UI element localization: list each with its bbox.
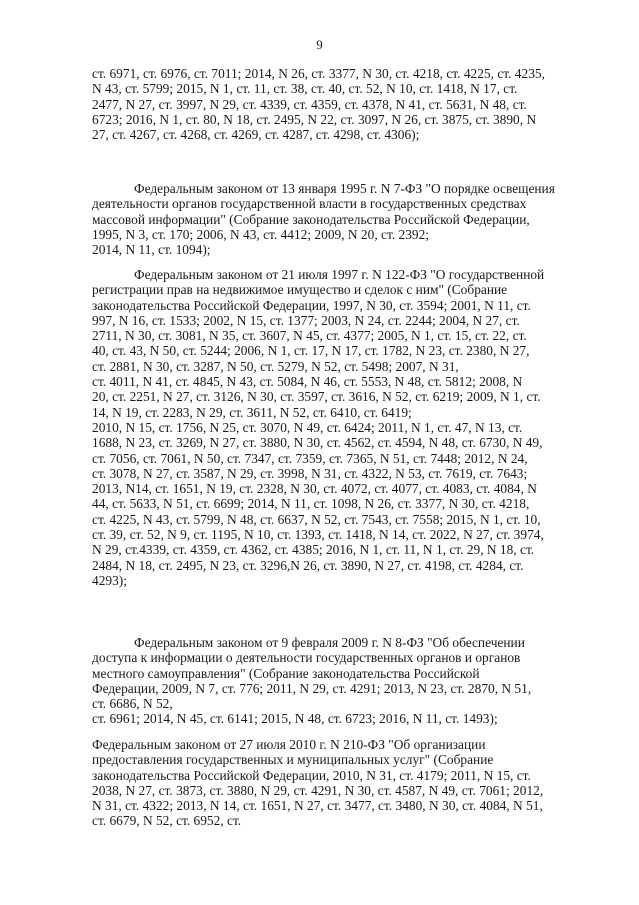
text-line: 2010, N 15, ст. 1756, N 25, ст. 3070, N 49, ст. 6424; 2011, N 1, ст. 47, N 13, ст.: [92, 419, 523, 435]
text-line: местного самоуправления" (Собрание законодательства Российской: [92, 665, 480, 681]
paragraph-law-122-fz: [92, 267, 567, 588]
text-line: 20, ст. 2251, N 27, ст. 3126, N 30, ст. 3597, ст. 3616, N 52, ст. 6219; 2009, N 1, ст.: [92, 389, 541, 405]
text-line: N 43, ст. 5799; 2015, N 1, ст. 11, ст. 38, ст. 40, ст. 52, N 10, ст. 1418, N 17, ст.: [92, 81, 518, 97]
text-line: 40, ст. 43, N 50, ст. 5244; 2006, N 1, ст. 17, N 17, ст. 1782, N 23, ст. 2380, N 27,: [92, 343, 530, 359]
text-line: Федеральным законом от 9 февраля 2009 г. N 8-ФЗ "Об обеспечении: [134, 635, 525, 650]
paragraph-law-7-fz: [92, 181, 567, 257]
text-line: деятельности органов государственной власти в государственных средствах: [92, 196, 527, 212]
text-line: ст. 4225, N 43, ст. 5799, N 48, ст. 6637, N 52, ст. 7543, ст. 7558; 2015, N 1, ст. 10,: [92, 511, 541, 527]
text-line: 997, N 16, ст. 1533; 2002, N 15, ст. 1377; 2003, N 24, ст. 2244; 2004, N 27, ст.: [92, 312, 520, 328]
text-line: 2013, N14, ст. 1651, N 19, ст. 2328, N 30, ст. 4072, ст. 4077, ст. 4083, ст. 4084, N: [92, 481, 537, 497]
text-line: ст. 2881, N 30, ст. 3287, N 50, ст. 5279, N 52, ст. 5498; 2007, N 31,: [92, 358, 459, 374]
text-line: регистрации прав на недвижимое имущество и сделок с ним" (Собрание: [92, 282, 508, 298]
text-line: 2038, N 27, ст. 3873, ст. 3880, N 29, ст. 4291, N 30, ст. 4587, N 49, ст. 7061; 2012,: [92, 782, 544, 798]
text-line: 44, ст. 5633, N 51, ст. 6699; 2014, N 11, ст. 1098, N 26, ст. 3377, N 30, ст. 4218,: [92, 496, 530, 512]
text-line: 1688, N 23, ст. 3269, N 27, ст. 3880, N 30, ст. 4562, ст. 4594, N 48, ст. 6730, N 49,: [92, 435, 543, 451]
text-line: ст. 6686, N 52,: [92, 696, 173, 712]
text-line: доступа к информации о деятельности государственных органов и органов: [92, 650, 521, 666]
paragraph-continuation: [92, 66, 567, 142]
text-line: массовой информации" (Собрание законодательства Российской Федерации,: [92, 211, 530, 227]
text-line: ст. 3078, N 27, ст. 3587, N 29, ст. 3998, N 31, ст. 4322, N 53, ст. 7619, ст. 7643;: [92, 465, 528, 481]
paragraph-law-8-fz: [92, 635, 567, 727]
text-line: 2484, N 18, ст. 2495, N 23, ст. 3296,N 26, ст. 3890, N 27, ст. 4198, ст. 4284, ст.: [92, 557, 524, 573]
text-line: Федеральным законом от 21 июля 1997 г. N 122-ФЗ "О государственной: [134, 267, 545, 282]
text-line: 27, ст. 4267, ст. 4268, ст. 4269, ст. 4287, ст. 4298, ст. 4306);: [92, 127, 420, 143]
text-line: N 31, ст. 4322; 2013, N 14, ст. 1651, N 27, ст. 3477, ст. 3480, N 30, ст. 4084, N 51,: [92, 798, 543, 814]
text-line: ст. 6971, ст. 6976, ст. 7011; 2014, N 26, ст. 3377, N 30, ст. 4218, ст. 4225, ст. 4235,: [92, 66, 545, 81]
text-line: 1995, N 3, ст. 170; 2006, N 43, ст. 4412; 2009, N 20, ст. 2392;: [92, 226, 429, 242]
text-line: ст. 6961; 2014, N 45, ст. 6141; 2015, N 48, ст. 6723; 2016, N 11, ст. 1493);: [92, 711, 498, 727]
text-line: 14, N 19, ст. 2283, N 29, ст. 3611, N 52, ст. 6410, ст. 6419;: [92, 404, 412, 420]
text-line: законодательства Российской Федерации, 2010, N 31, ст. 4179; 2011, N 15, ст.: [92, 767, 531, 783]
text-line: Федеральным законом от 27 июля 2010 г. N 210-ФЗ "Об организации: [92, 737, 486, 752]
text-line: 2014, N 11, ст. 1094);: [92, 242, 211, 258]
text-line: 4293);: [92, 572, 127, 588]
text-line: 6723; 2016, N 1, ст. 80, N 18, ст. 2495, N 22, ст. 3097, N 26, ст. 3875, ст. 3890, N: [92, 111, 537, 127]
text-line: ст. 39, ст. 52, N 9, ст. 1195, N 10, ст. 1393, ст. 1418, N 14, ст. 2022, N 27, ст. 3974,: [92, 527, 544, 543]
text-line: N 29, ст.4339, ст. 4359, ст. 4362, ст. 4385; 2016, N 1, ст. 11, N 1, ст. 29, N 18, ст.: [92, 542, 535, 558]
page-number: 9: [316, 37, 323, 52]
paragraph-law-210-fz: [92, 737, 567, 829]
text-line: предоставления государственных и муниципальных услуг" (Собрание: [92, 752, 494, 768]
text-line: 2711, N 30, ст. 3081, N 35, ст. 3607, N 45, ст. 4377; 2005, N 1, ст. 15, ст. 22, ст.: [92, 328, 527, 344]
text-line: 2477, N 27, ст. 3997, N 29, ст. 4339, ст. 4359, ст. 4378, N 41, ст. 5631, N 48, ст.: [92, 96, 527, 112]
text-line: Федерации, 2009, N 7, ст. 776; 2011, N 29, ст. 4291; 2013, N 23, ст. 2870, N 51,: [92, 680, 532, 696]
text-line: Федеральным законом от 13 января 1995 г. N 7-ФЗ "О порядке освещения: [134, 181, 555, 196]
text-line: ст. 7056, ст. 7061, N 50, ст. 7347, ст. 7359, ст. 7365, N 51, ст. 7448; 2012, N 24,: [92, 450, 528, 466]
text-line: ст. 6679, N 52, ст. 6952, ст.: [92, 813, 242, 829]
text-line: законодательства Российской Федерации, 1997, N 30, ст. 3594; 2001, N 11, ст.: [92, 297, 531, 313]
text-line: ст. 4011, N 41, ст. 4845, N 43, ст. 5084, N 46, ст. 5553, N 48, ст. 5812; 2008, N: [92, 374, 523, 390]
